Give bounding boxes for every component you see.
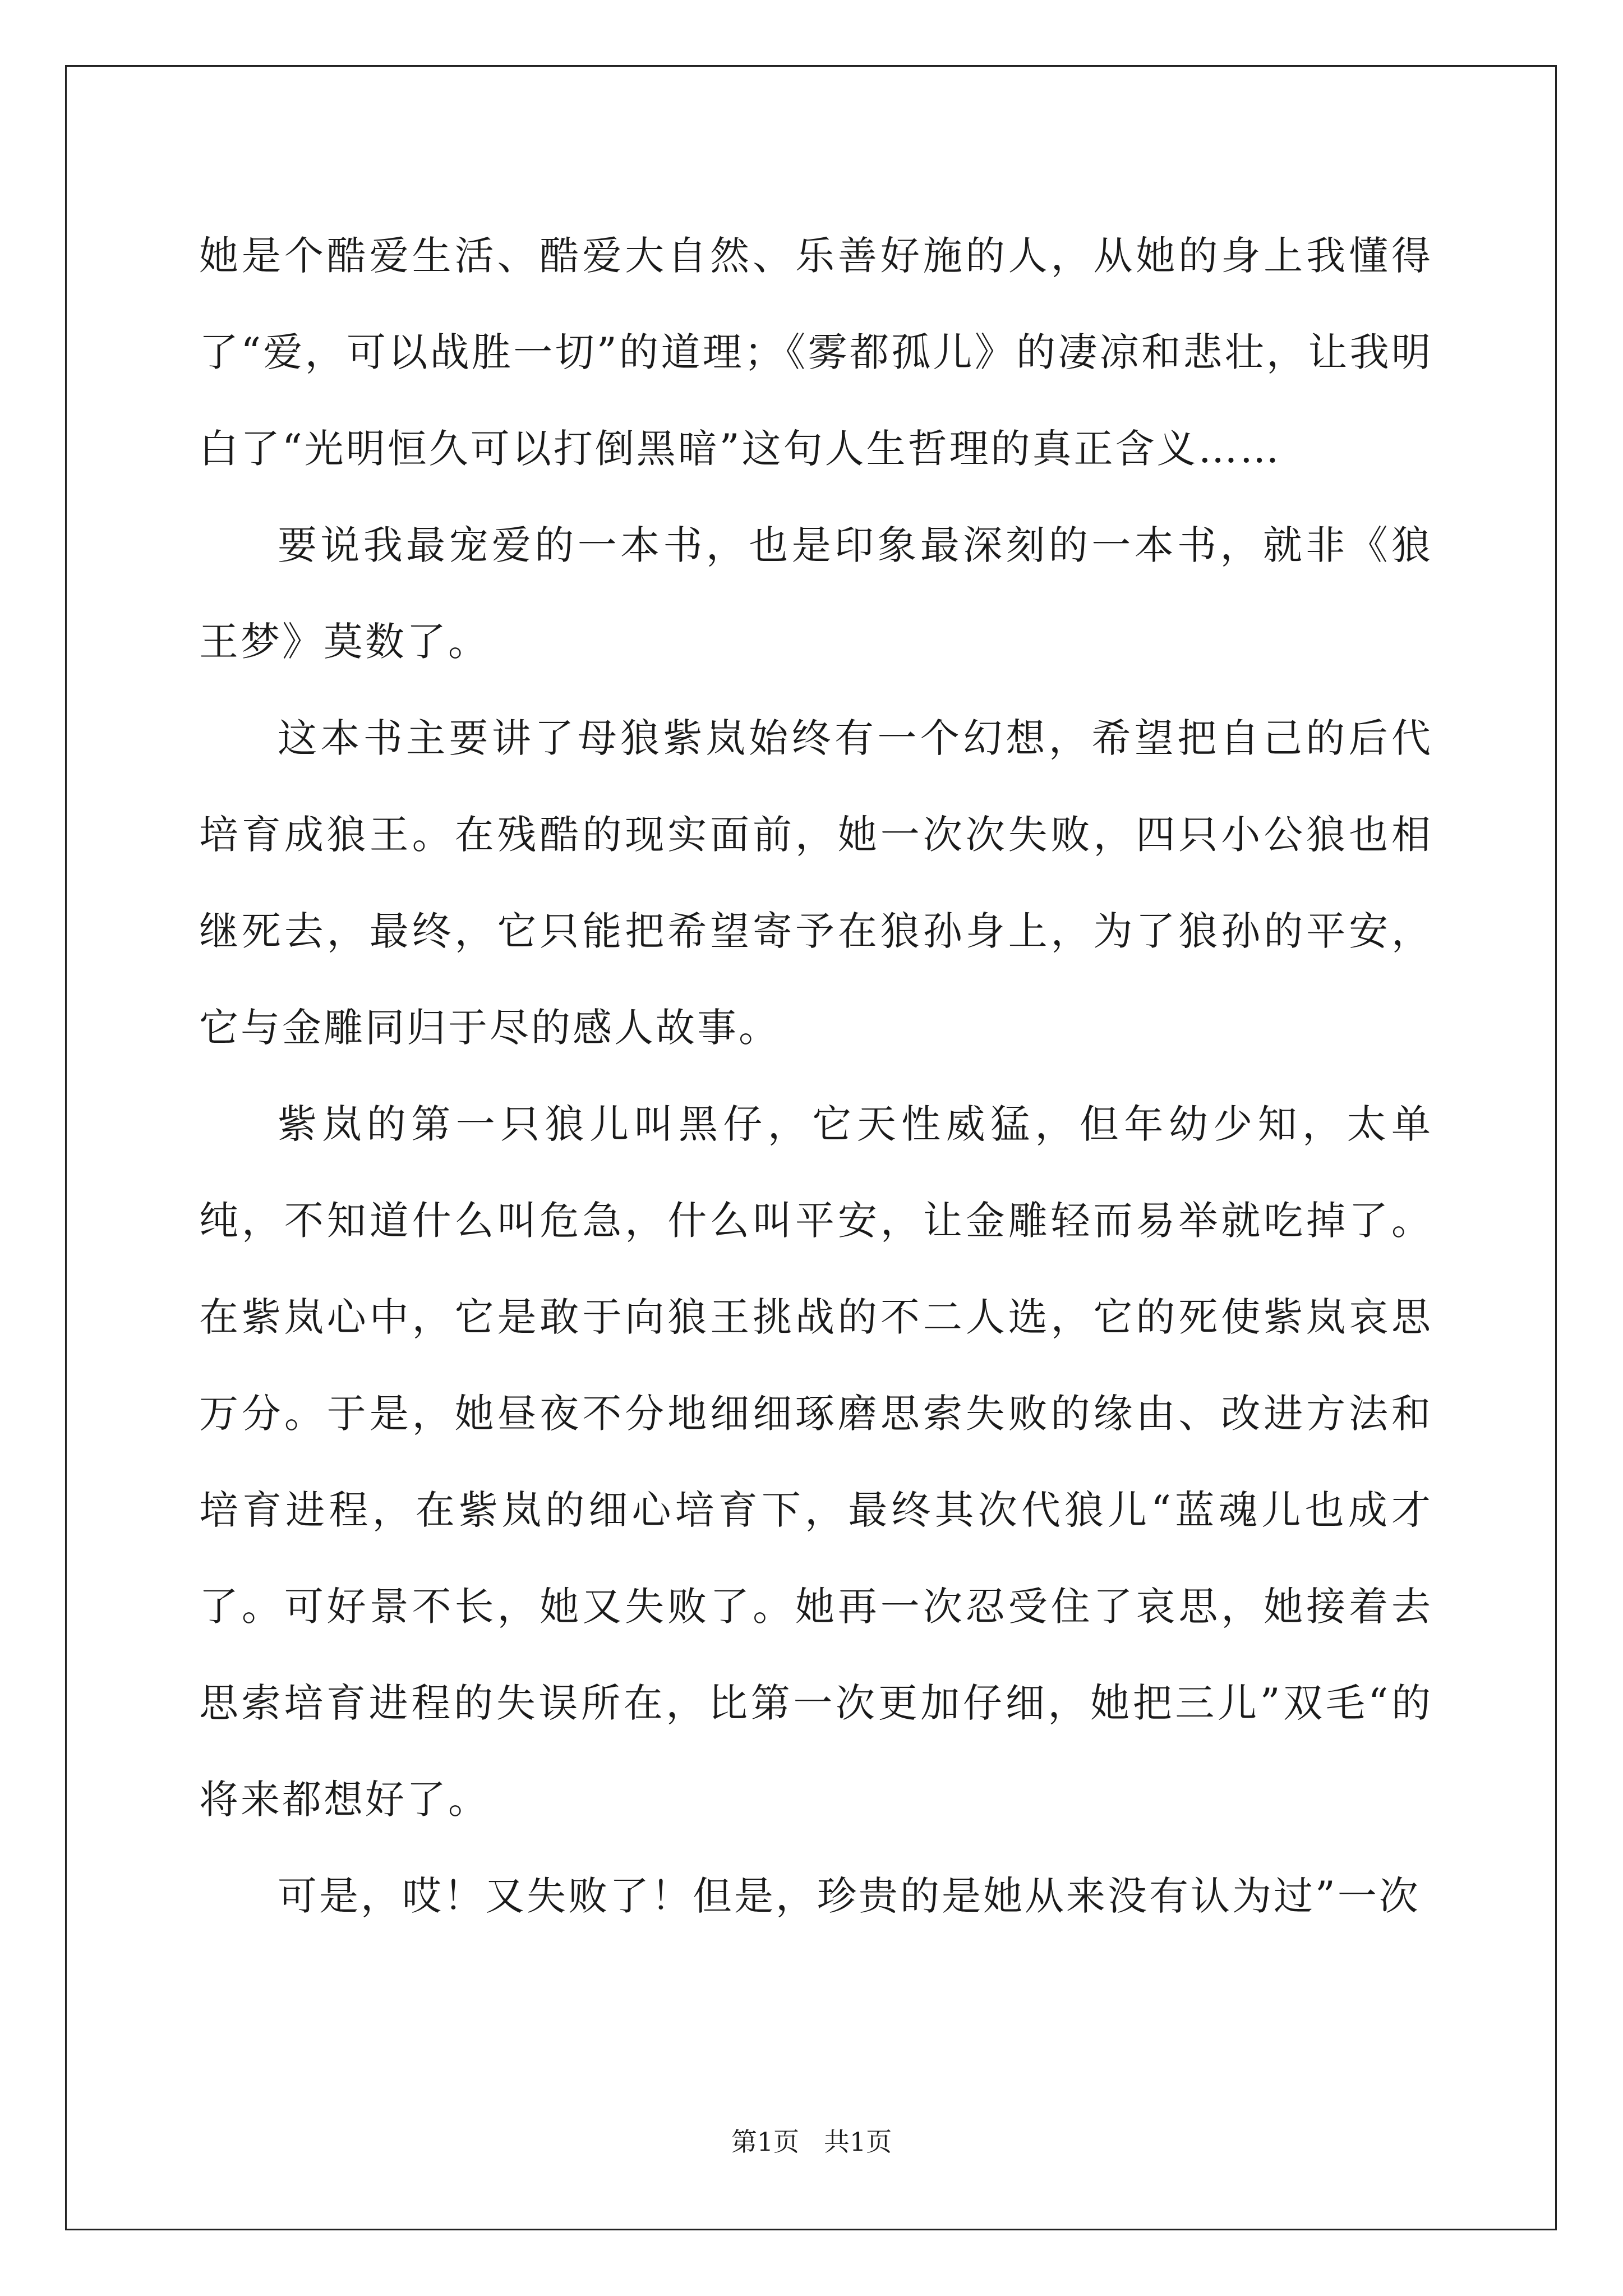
paragraph-2: 要说我最宠爱的一本书，也是印象最深刻的一本书，就非《狼王梦》莫数了。 [199,522,1433,665]
paragraph-4: 紫岚的第一只狼儿叫黑仔，它天性威猛，但年幼少知，太单纯，不知道什么叫危急，什么叫平安，让金雕轻而易举就吃掉了。在紫岚心中，它是敢于向狼王挑战的不二人选，它的死使紫岚哀思万分。于是，她昼夜不分地细细琢磨思索失败的缘由、改进方法和培育进程，在紫岚的细心培育下，最终其次代狼儿“蓝魂儿也成才了。可好景不长，她又失败了。她再一次忍受住了哀思，她接着去思索培育进程的失误所在，比第一次更加仔细，她把三儿”双毛“的将来都想好了。 [199,1101,1433,1823]
footer-spacer [799,2127,824,2157]
page-total: 共1页 [823,2127,892,2157]
paragraph-3: 这本书主要讲了母狼紫岚始终有一个幻想，希望把自己的后代培育成狼王。在残酷的现实面前，她一次次失败，四只小公狼也相继死去，最终，它只能把希望寄予在狼孙身上，为了狼孙的平安，它与金雕同归于尽的感人故事。 [199,715,1433,1051]
page-footer [0,2125,1623,2159]
paragraph-1: 她是个酷爱生活、酷爱大自然、乐善好施的人，从她的身上我懂得了“爱，可以战胜一切”的道理；《雾都孤儿》的凄凉和悲壮，让我明白了“光明恒久可以打倒黑暗”这句人生哲理的真正含义…… [199,233,1433,472]
page-number: 第1页 [731,2127,800,2157]
document-body [199,208,1433,1944]
paragraph-5: 可是，哎！又失败了！但是，珍贵的是她从来没有认为过”一次 [278,1873,1421,1919]
